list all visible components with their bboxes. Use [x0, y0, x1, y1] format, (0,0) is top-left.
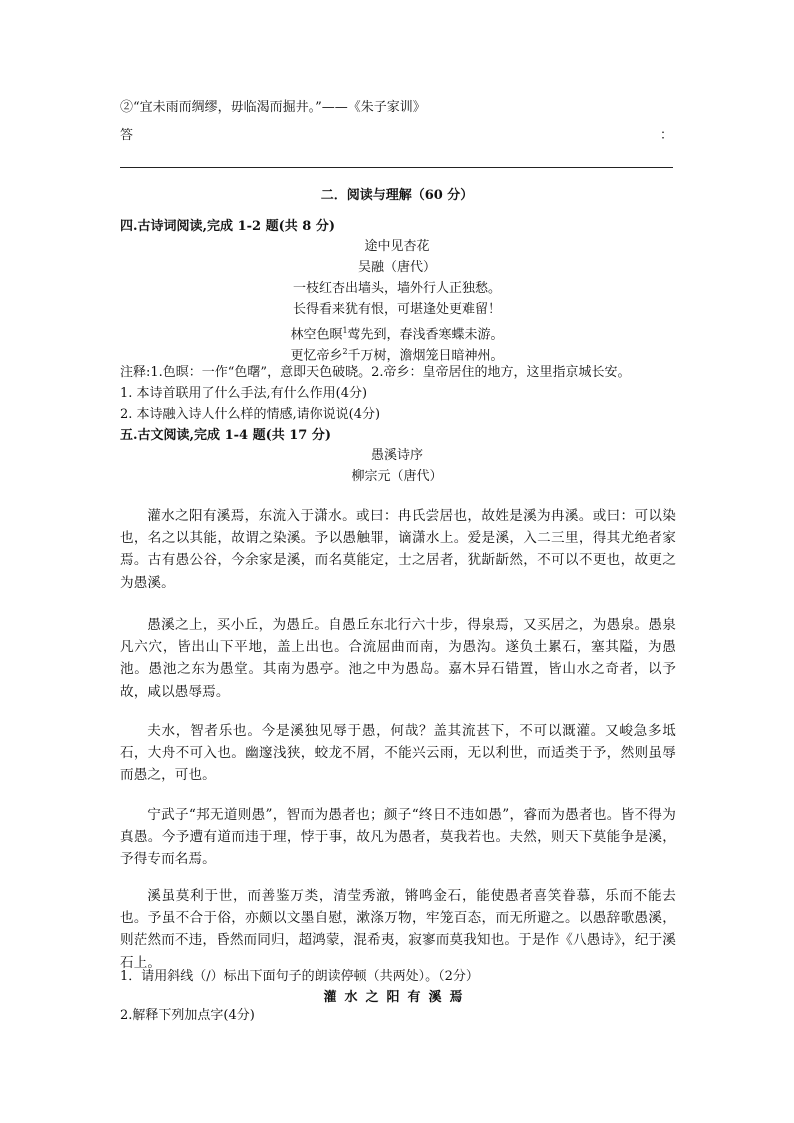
poem-line-2: 长得看来犹有恨，可堪逢处更难留！ — [292, 302, 501, 317]
poem-title: 途中见杏花 — [364, 239, 430, 254]
poem-line-3: 林空色暝$^1$莺先到，春浅香寒蝶未游。 — [290, 326, 504, 343]
part4-question-2: 2. 本诗融入诗人什么样的情感,请你说说(4分) — [120, 407, 381, 422]
poem-note: 注释:1.色暝：一作“色曙”，意即天色破晓。2.帝乡：皇帝居住的地方，这里指京城长安。 — [120, 365, 631, 380]
poem-author: 吴融（唐代） — [357, 260, 436, 275]
essay-author: 柳宗元（唐代） — [351, 469, 443, 484]
essay-paragraph-2: 愚溪之上，买小丘，为愚丘。自愚丘东北行六十步，得泉焉，又买居之，为愚泉。愚泉凡六穴，皆出山下平地，盖上出也。合流屈曲而南，为愚沟。遂负土累石，塞其隘，为愚池。愚池之东为愚堂。其南为愚亭。池之中为愚岛。嘉木异石错置，皆山水之奇者，以予故，咸以愚辱焉。 — [120, 617, 676, 700]
answer-label: 答 — [120, 128, 134, 143]
essay-paragraph-4: 宁武子“邦无道则愚”，智而为愚者也；颜子“终日不违如愚”，睿而为愚者也。皆不得为真愚。今予遭有道而违于理，悖于事，故凡为愚者，莫我若也。夫然，则天下莫能争是溪，予得专而名焉。 — [120, 807, 676, 868]
poem-line-1: 一枝红杏出墙头，墙外行人正独愁。 — [292, 281, 501, 296]
footnote-mark-2: 2 — [342, 347, 348, 356]
essay-paragraph-5: 溪虽莫利于世，而善鉴万类，清莹秀澈，锵鸣金石，能使愚者喜笑眷慕，乐而不能去也。予虽不合于俗，亦颇以文墨自慰，漱涤万物，牢笼百态，而无所避之。以愚辞歌愚溪，则茫然而不违，昏然而同归，超鸿蒙，混希夷，寂寥而莫我知也。于是作《八愚诗》，纪于溪石上。 — [120, 888, 676, 971]
part5-heading: 五.古文阅读,完成 1-4 题(共 17 分) — [120, 428, 332, 443]
section-title: 二．阅读与理解（60 分） — [320, 188, 474, 203]
essay-paragraph-3: 夫水，智者乐也。今是溪独见辱于愚，何哉？盖其流甚下，不可以溉灌。又峻急多坻石，大舟不可入也。幽邃浅狭，蛟龙不屑，不能兴云雨，无以利世，而适类于予，然则虽辱而愚之，可也。 — [120, 723, 676, 784]
part5-question-1: 1．请用斜线（/）标出下面句子的朗读停顿（共两处）。（2分） — [120, 969, 479, 984]
answer-line — [120, 167, 673, 168]
part4-heading: 四.古诗词阅读,完成 1-2 题(共 8 分) — [120, 219, 335, 234]
part5-question-2: 2.解释下列加点字(4分) — [120, 1008, 255, 1023]
footnote-mark-1: 1 — [342, 326, 348, 335]
essay-title: 愚溪诗序 — [370, 448, 423, 463]
essay-paragraph-1: 灌水之阳有溪焉，东流入于潇水。或曰：冉氏尝居也，故姓是溪为冉溪。或曰：可以染也，名之以其能，故谓之染溪。予以愚触罪，谪潇水上。爱是溪，入二三里，得其尤绝者家焉。古有愚公谷，今余家是溪，而名莫能定，士之居者，犹龂龂然，不可以不更也，故更之为愚溪。 — [120, 508, 676, 591]
pause-sentence: 灌水之阳有溪焉 — [323, 990, 471, 1005]
quote-line: ②“宜未雨而绸缪，毋临渴而掘井。”——《朱子家训》 — [120, 100, 426, 115]
poem-line-4: 更忆帝乡$^2$千万树，澹烟笼日暗神州。 — [290, 347, 504, 364]
answer-colon: ： — [660, 128, 674, 143]
part4-question-1: 1. 本诗首联用了什么手法,有什么作用(4分) — [120, 386, 368, 401]
